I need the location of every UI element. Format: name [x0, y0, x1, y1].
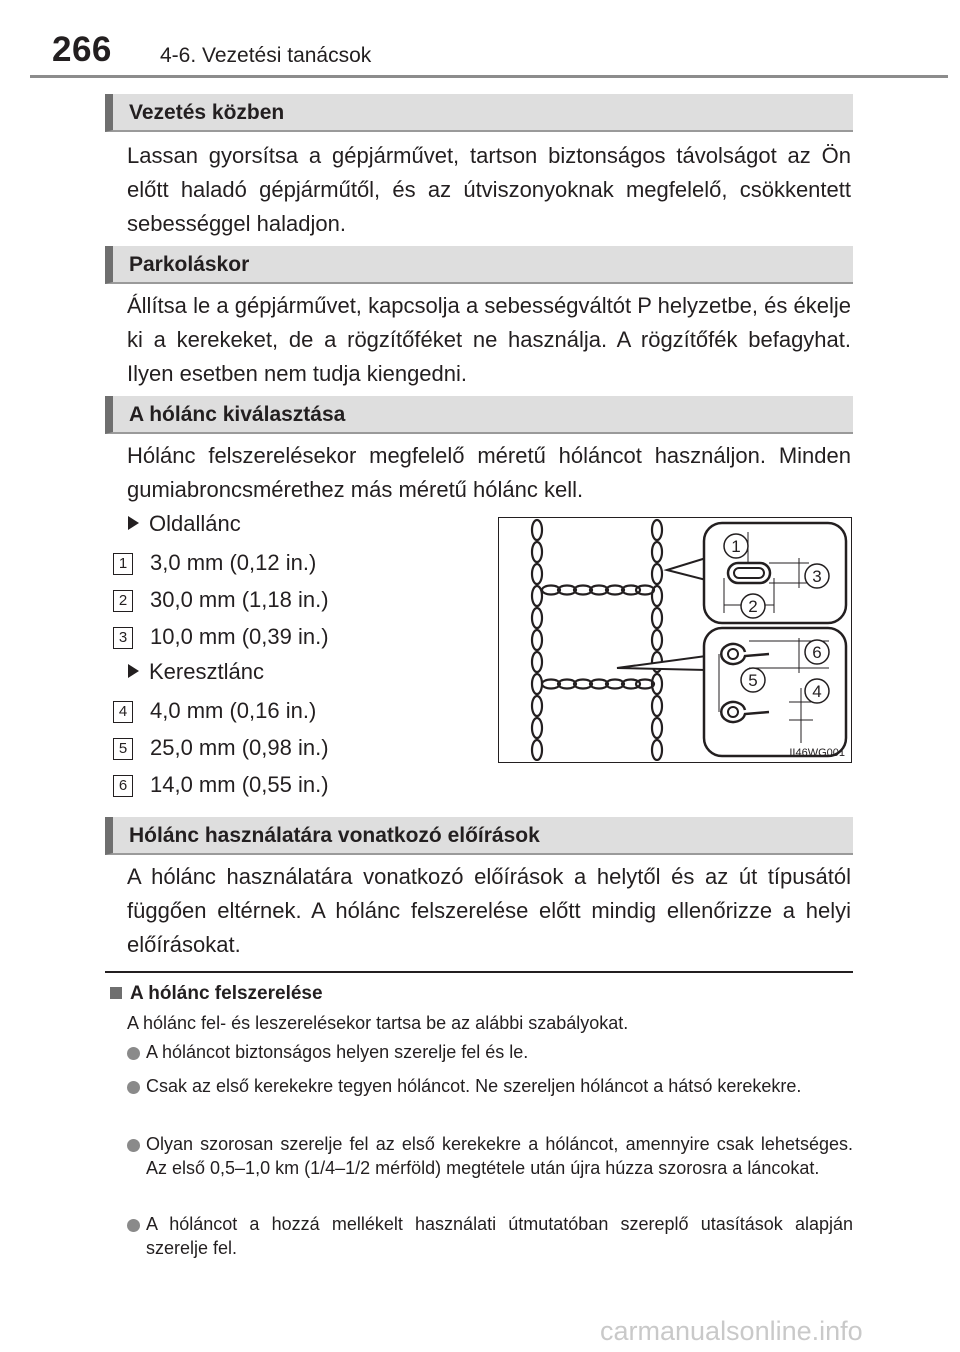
- watermark: carmanualsonline.info: [600, 1316, 863, 1346]
- regulations-paragraph: A hólánc használatára vonatkozó előírások a helytől és az út típusától függően eltérnek. A hólánc felszerelése előtt mindig ellenőrizze a helyi előírásokat.: [127, 864, 851, 957]
- note-item-3: Olyan szorosan szerelje fel az első kerekekre a hóláncot, amennyire csak lehetséges. Az első 0,5–1,0 km (1/4–1/2 mérföld) megtétele után újra húzza szorosra a láncokat.: [146, 1134, 853, 1178]
- side-chain-heading: Oldallánc: [128, 509, 241, 539]
- spec-number-1: 1: [113, 553, 133, 575]
- spec-value-2: 30,0 mm (1,18 in.): [150, 587, 329, 612]
- spec-value-3: 10,0 mm (0,39 in.): [150, 624, 329, 649]
- circle-bullet-icon: [127, 1219, 140, 1232]
- section-heading-regulations: [105, 817, 853, 855]
- square-bullet-icon: [110, 987, 122, 999]
- driving-paragraph: Lassan gyorsítsa a gépjárművet, tartson biztonságos távolságot az Ön előtt haladó gépjárműtől, és az útviszonyoknak megfelelő, csökkentett sebességgel haladjon.: [127, 143, 851, 236]
- section-title: A hólánc kiválasztása: [129, 403, 346, 426]
- section-heading-driving: [105, 94, 853, 132]
- callout-2: 2: [748, 597, 758, 616]
- page-number: 266: [52, 30, 112, 69]
- parking-paragraph: Állítsa le a gépjárművet, kapcsolja a sebességváltót P helyzetbe, és ékelje ki a kerekeket, de a rögzítőféket ne használja. A rögzítőfék befagyhat. Ilyen esetben nem tudja kiengedni.: [127, 293, 851, 386]
- upper-cross-chain: [542, 586, 654, 595]
- callout-6: 6: [812, 643, 822, 662]
- spec-number-3: 3: [113, 627, 133, 649]
- notes-heading: A hólánc felszerelése: [110, 983, 323, 1005]
- header-divider: [30, 75, 948, 78]
- spec-number-4: 4: [113, 701, 133, 723]
- circle-bullet-icon: [127, 1047, 140, 1060]
- snow-chain-illustration: [499, 518, 850, 761]
- circle-bullet-icon: [127, 1081, 140, 1094]
- section-title: Vezetés közben: [129, 101, 285, 124]
- circle-bullet-icon: [127, 1139, 140, 1152]
- note-item-2: Csak az első kerekekre tegyen hóláncot. Ne szereljen hóláncot a hátsó kerekekre.: [146, 1076, 802, 1096]
- callout-5: 5: [748, 671, 758, 690]
- choosing-paragraph: Hólánc felszerelésekor megfelelő méretű hóláncot használjon. Minden gumiabroncsmérethez más méretű hólánc kell.: [127, 443, 851, 502]
- snow-chain-figure: [498, 517, 852, 763]
- note-item-1: A hóláncot biztonságos helyen szerelje fel és le.: [146, 1042, 529, 1062]
- spec-number-5: 5: [113, 738, 133, 760]
- left-side-chain: [532, 520, 542, 760]
- notes-divider: [105, 971, 853, 973]
- right-side-chain: [652, 520, 662, 760]
- notes-intro: A hólánc fel- és leszerelésekor tartsa be az alábbi szabályokat.: [127, 1013, 629, 1033]
- spec-value-1: 3,0 mm (0,12 in.): [150, 550, 317, 575]
- spec-value-4: 4,0 mm (0,16 in.): [150, 698, 317, 723]
- spec-number-2: 2: [113, 590, 133, 612]
- spec-value-6: 14,0 mm (0,55 in.): [150, 772, 329, 797]
- section-title: Hólánc használatára vonatkozó előírások: [129, 824, 540, 847]
- cross-chain-heading: Keresztlánc: [128, 657, 264, 687]
- lower-cross-chain: [542, 680, 654, 689]
- spec-value-5: 25,0 mm (0,98 in.): [150, 735, 329, 760]
- callout-1: 1: [731, 537, 741, 556]
- section-title: Parkoláskor: [129, 253, 250, 276]
- callout-4: 4: [812, 682, 822, 701]
- triangle-bullet-icon: [128, 516, 139, 530]
- running-head: 4-6. Vezetési tanácsok: [160, 44, 372, 67]
- callout-3: 3: [812, 567, 822, 586]
- leader-upper: [667, 558, 706, 580]
- triangle-bullet-icon: [128, 664, 139, 678]
- section-heading-choosing: [105, 396, 853, 434]
- section-heading-parking: [105, 246, 853, 284]
- note-item-4: A hóláncot a hozzá mellékelt használati útmutatóban szereplő utasítások alapján szerelje fel.: [146, 1214, 853, 1258]
- figure-code: II46WG001: [789, 747, 845, 759]
- spec-number-6: 6: [113, 775, 133, 797]
